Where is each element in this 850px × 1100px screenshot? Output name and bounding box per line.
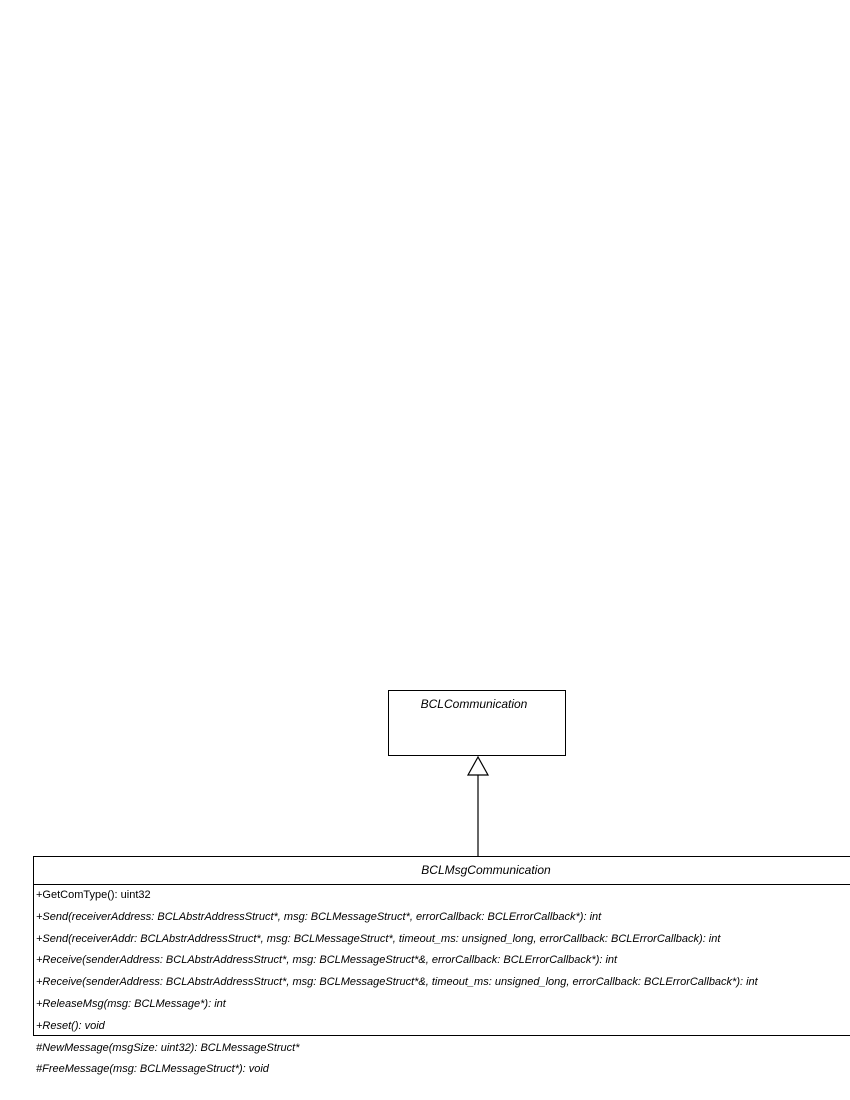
method-item: +Send(receiverAddr: BCLAbstrAddressStruct*, msg: BCLMessageStruct*, timeout_ms: unsigned_long, errorCallback: BCLErrorCallback): int [36,932,721,945]
method-item: +ReleaseMsg(msg: BCLMessage*): int [36,997,226,1010]
method-item: #NewMessage(msgSize: uint32): BCLMessageStruct* [36,1041,300,1054]
class-header [34,857,850,885]
method-item: +Receive(senderAddress: BCLAbstrAddressStruct*, msg: BCLMessageStruct*&, timeout_ms: unsigned_long, errorCallback: BCLErrorCallback*): int [36,976,758,989]
method-item: #FreeMessage(msg: BCLMessageStruct*): void [36,1063,269,1076]
class-name: BCLMsgCommunication [421,863,551,877]
method-item: +GetComType(): uint32 [36,889,151,901]
class-box-bclmsgcommunication[interactable] [33,856,850,1076]
class-box-bclcommunication[interactable] [388,690,566,756]
method-item: +Send(receiverAddress: BCLAbstrAddressStruct*, msg: BCLMessageStruct*, errorCallback: BCLErrorCallback*): int [36,910,602,923]
method-list [34,885,850,1081]
inheritance-arrowhead [468,757,488,775]
method-item: +Reset(): void [36,1019,105,1032]
class-name: BCLCommunication [420,697,528,711]
method-item: +Receive(senderAddress: BCLAbstrAddressStruct*, msg: BCLMessageStruct*&, errorCallback: BCLErrorCallback*): int [36,954,618,967]
